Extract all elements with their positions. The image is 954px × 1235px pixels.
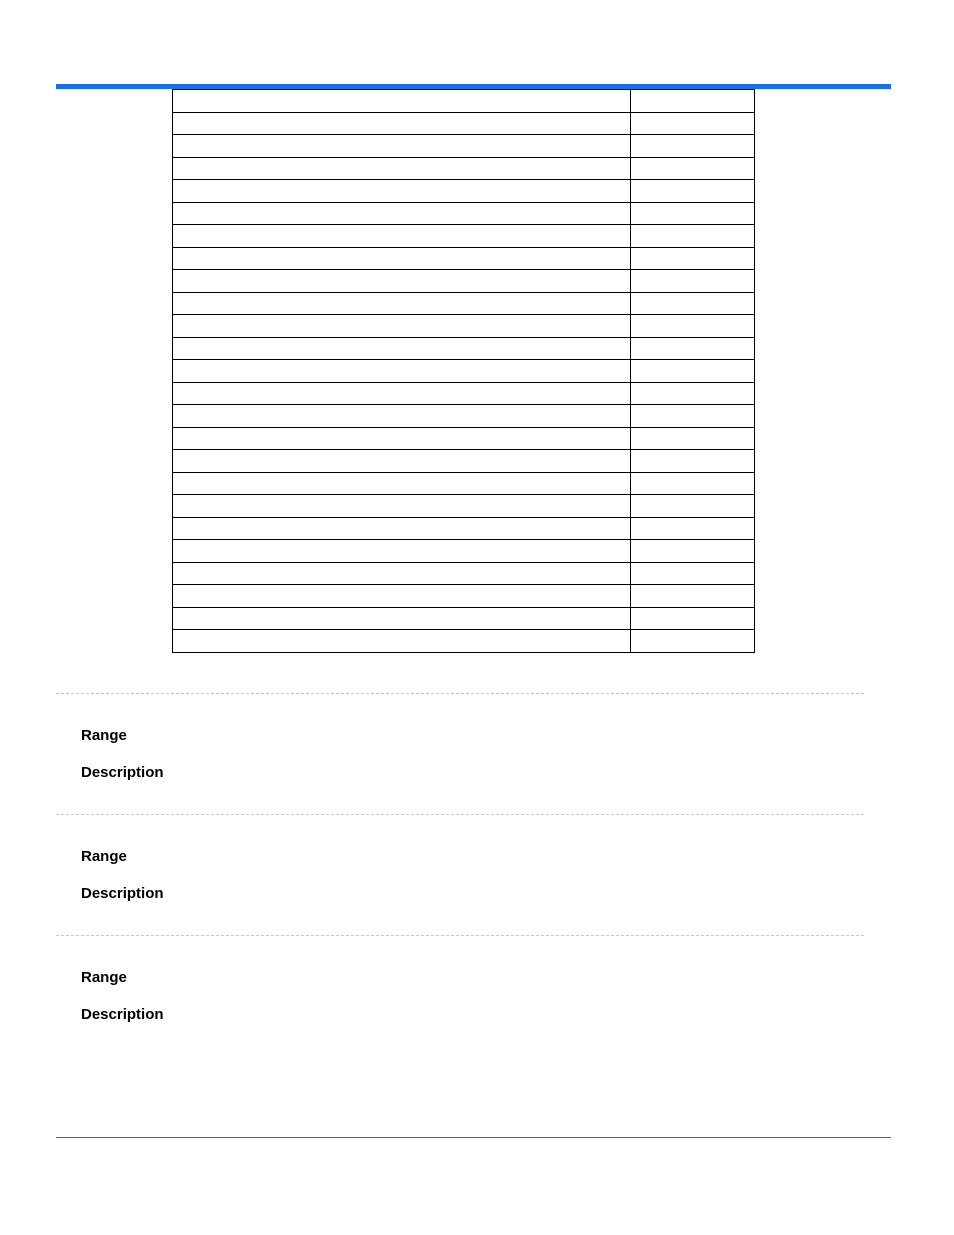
table-cell-name bbox=[173, 202, 631, 225]
table-row bbox=[173, 585, 755, 608]
range-label-2: Range bbox=[81, 848, 127, 865]
table-row bbox=[173, 607, 755, 630]
table-cell-value bbox=[631, 112, 755, 135]
table-row bbox=[173, 360, 755, 383]
table-cell-value bbox=[631, 495, 755, 518]
table-cell-value bbox=[631, 540, 755, 563]
table-cell-value bbox=[631, 517, 755, 540]
table-cell-value bbox=[631, 562, 755, 585]
table-cell-value bbox=[631, 180, 755, 203]
table-cell-value bbox=[631, 157, 755, 180]
section-divider-1 bbox=[56, 693, 864, 694]
table-row bbox=[173, 157, 755, 180]
table-cell-value bbox=[631, 427, 755, 450]
table-row bbox=[173, 427, 755, 450]
table-cell-name bbox=[173, 517, 631, 540]
table-cell-name bbox=[173, 292, 631, 315]
table-cell-value bbox=[631, 472, 755, 495]
table-cell-name bbox=[173, 585, 631, 608]
table-row bbox=[173, 405, 755, 428]
table-row bbox=[173, 90, 755, 113]
table-cell-name bbox=[173, 630, 631, 653]
table-row bbox=[173, 472, 755, 495]
table-cell-value bbox=[631, 607, 755, 630]
range-label-1: Range bbox=[81, 727, 127, 744]
table-cell-name bbox=[173, 427, 631, 450]
table-cell-value bbox=[631, 315, 755, 338]
table-row bbox=[173, 337, 755, 360]
section-divider-3 bbox=[56, 935, 864, 936]
table-row bbox=[173, 315, 755, 338]
table-row bbox=[173, 562, 755, 585]
table-cell-value bbox=[631, 360, 755, 383]
table-row bbox=[173, 517, 755, 540]
table-row bbox=[173, 630, 755, 653]
table-cell-name bbox=[173, 112, 631, 135]
range-label-3: Range bbox=[81, 969, 127, 986]
table-cell-name bbox=[173, 562, 631, 585]
table-cell-name bbox=[173, 495, 631, 518]
description-label-2: Description bbox=[81, 885, 164, 902]
table-cell-name bbox=[173, 90, 631, 113]
section-divider-2 bbox=[56, 814, 864, 815]
table-cell-name bbox=[173, 315, 631, 338]
table-cell-value bbox=[631, 630, 755, 653]
table-row bbox=[173, 495, 755, 518]
table-cell-name bbox=[173, 270, 631, 293]
table-cell-value bbox=[631, 270, 755, 293]
table-cell-value bbox=[631, 90, 755, 113]
table-row bbox=[173, 112, 755, 135]
table-cell-name bbox=[173, 405, 631, 428]
footer-rule bbox=[56, 1137, 891, 1138]
table-cell-name bbox=[173, 450, 631, 473]
table-cell-value bbox=[631, 382, 755, 405]
table-cell-name bbox=[173, 360, 631, 383]
table-cell-name bbox=[173, 382, 631, 405]
table-cell-value bbox=[631, 337, 755, 360]
description-label-1: Description bbox=[81, 764, 164, 781]
table-cell-name bbox=[173, 247, 631, 270]
table-row bbox=[173, 202, 755, 225]
table-cell-name bbox=[173, 472, 631, 495]
table-cell-name bbox=[173, 135, 631, 158]
table-cell-value bbox=[631, 450, 755, 473]
table-cell-name bbox=[173, 607, 631, 630]
table-cell-name bbox=[173, 157, 631, 180]
table-cell-name bbox=[173, 337, 631, 360]
description-label-3: Description bbox=[81, 1006, 164, 1023]
table-row bbox=[173, 292, 755, 315]
table-row bbox=[173, 180, 755, 203]
table-cell-value bbox=[631, 202, 755, 225]
parameter-table bbox=[172, 89, 755, 653]
table-row bbox=[173, 135, 755, 158]
table-row bbox=[173, 382, 755, 405]
table-row bbox=[173, 247, 755, 270]
table-body bbox=[173, 90, 755, 653]
table-row bbox=[173, 450, 755, 473]
table-cell-value bbox=[631, 225, 755, 248]
table-cell-value bbox=[631, 247, 755, 270]
table-cell-value bbox=[631, 292, 755, 315]
table-cell-name bbox=[173, 180, 631, 203]
table-cell-name bbox=[173, 225, 631, 248]
table-row bbox=[173, 540, 755, 563]
table-row bbox=[173, 270, 755, 293]
table-row bbox=[173, 225, 755, 248]
table-cell-value bbox=[631, 135, 755, 158]
table-cell-value bbox=[631, 405, 755, 428]
table-cell-value bbox=[631, 585, 755, 608]
table-cell-name bbox=[173, 540, 631, 563]
